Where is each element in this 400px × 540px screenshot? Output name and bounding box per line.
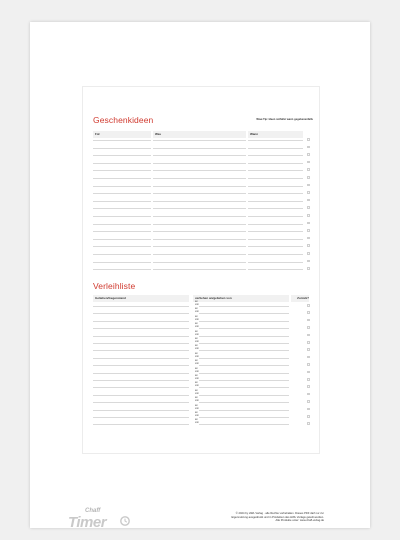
lend-row-line[interactable] <box>93 380 189 381</box>
lend-mini-label-von: von <box>195 340 199 343</box>
gift-checkbox[interactable] <box>307 199 310 202</box>
lend-mini-label-an: an <box>195 351 198 355</box>
gift-checkbox[interactable] <box>307 191 310 194</box>
lend-row-line[interactable] <box>93 313 189 314</box>
gift-row-line[interactable] <box>93 186 151 187</box>
gift-row-line[interactable] <box>153 155 246 156</box>
lend-row-line[interactable] <box>93 387 189 388</box>
lend-mini-label-an: an <box>195 381 198 385</box>
lend-mini-label-an: an <box>195 418 198 422</box>
lend-row-line[interactable] <box>199 306 289 307</box>
gift-row-line[interactable] <box>93 148 151 149</box>
lend-row-line[interactable] <box>93 417 189 418</box>
lend-row-line[interactable] <box>199 402 289 403</box>
gift-checkbox[interactable] <box>307 176 310 179</box>
gift-checkbox[interactable] <box>307 206 310 209</box>
lend-mini-label-von: von <box>195 354 199 358</box>
lend-row-line[interactable] <box>93 328 189 329</box>
lend-mini-label-an: an <box>195 411 198 414</box>
lend-return-checkbox[interactable] <box>307 326 310 329</box>
geschenkideen-note: Wow-Tip: Ideen notfalls/ wann gegebenenfalls <box>256 118 313 121</box>
gift-row-line[interactable] <box>248 208 303 209</box>
lend-return-checkbox[interactable] <box>307 348 310 351</box>
lend-return-checkbox[interactable] <box>307 334 310 337</box>
gift-row-line[interactable] <box>93 246 151 247</box>
gift-row-line[interactable] <box>248 201 303 202</box>
lend-return-checkbox[interactable] <box>307 393 310 396</box>
gift-row-line[interactable] <box>153 163 246 164</box>
lend-row-line[interactable] <box>199 358 289 359</box>
clock-icon <box>120 516 130 526</box>
gift-checkbox[interactable] <box>307 168 310 171</box>
gift-row-line[interactable] <box>153 254 246 255</box>
gift-row-line[interactable] <box>153 201 246 202</box>
gift-row-line[interactable] <box>153 178 246 179</box>
lend-mini-label-von: von <box>195 325 199 329</box>
geschenkideen-title: Geschenkideen <box>93 115 154 125</box>
lend-return-checkbox[interactable] <box>307 311 310 314</box>
lend-mini-label-an: an <box>195 307 198 311</box>
lend-return-checkbox[interactable] <box>307 408 310 411</box>
lend-return-checkbox[interactable] <box>307 415 310 418</box>
gift-row-line[interactable] <box>93 155 151 156</box>
gift-row-line[interactable] <box>248 216 303 217</box>
gift-checkbox[interactable] <box>307 260 310 263</box>
lend-row-line[interactable] <box>93 402 189 403</box>
lend-mini-label-von: von <box>195 303 199 306</box>
gift-row-line[interactable] <box>248 155 303 156</box>
lend-row-line[interactable] <box>199 373 289 374</box>
gift-checkbox[interactable] <box>307 229 310 232</box>
gift-row-line[interactable] <box>153 186 246 187</box>
lend-return-checkbox[interactable] <box>307 319 310 322</box>
copyright-notice <box>212 512 324 523</box>
gift-row-line[interactable] <box>153 216 246 217</box>
gift-row-line[interactable] <box>248 254 303 255</box>
gift-row-line[interactable] <box>153 140 246 141</box>
lend-mini-label-von: von <box>195 391 199 395</box>
gift-row-line[interactable] <box>248 224 303 225</box>
gift-row-line[interactable] <box>153 239 246 240</box>
document-page <box>30 22 370 531</box>
lend-row-line[interactable] <box>199 336 289 337</box>
verleihliste-title: Verleihliste <box>93 281 136 291</box>
lend-row-line[interactable] <box>199 395 289 396</box>
gift-row-line[interactable] <box>248 239 303 240</box>
gift-checkbox[interactable] <box>307 161 310 164</box>
lend-mini-label-an: an <box>195 329 198 333</box>
lend-return-checkbox[interactable] <box>307 385 310 388</box>
copyright-line: Eigennutzung ausgedruckt und in Produkten des HWL Verlags geteilt werden. <box>231 515 324 519</box>
gift-row-line[interactable] <box>248 246 303 247</box>
gift-row-line[interactable] <box>248 140 303 141</box>
copyright-line: Alle Produkte unter: www.chaff-verlag.de <box>275 519 324 523</box>
gift-row-line[interactable] <box>93 216 151 217</box>
lend-mini-label-von: von <box>195 362 199 366</box>
lend-mini-label-von: von <box>195 414 199 417</box>
column-header-verliehen: verliehen an/geliehen von <box>193 295 289 302</box>
lend-row-line[interactable] <box>93 358 189 359</box>
lend-mini-label-an: an <box>195 388 198 392</box>
gift-checkbox[interactable] <box>307 252 310 255</box>
gift-row-line[interactable] <box>93 163 151 164</box>
gift-row-line[interactable] <box>248 163 303 164</box>
gift-row-line[interactable] <box>93 262 151 263</box>
lend-mini-label-von: von <box>195 421 199 425</box>
gift-checkbox[interactable] <box>307 146 310 149</box>
gift-row-line[interactable] <box>248 231 303 232</box>
lend-mini-label-an: an <box>195 374 198 377</box>
gift-row-line[interactable] <box>93 208 151 209</box>
lend-mini-label-an: an <box>195 403 198 407</box>
column-header-zurueck: Zurück? <box>291 295 309 302</box>
column-header-fuer: Für <box>93 131 151 138</box>
lend-row-line[interactable] <box>93 321 189 322</box>
lend-row-line[interactable] <box>199 365 289 366</box>
lend-mini-label-an: an <box>195 366 198 370</box>
lend-mini-label-von: von <box>195 317 199 321</box>
gift-row-line[interactable] <box>248 269 303 270</box>
lend-mini-label-an: an <box>195 300 198 303</box>
gift-row-line[interactable] <box>93 231 151 232</box>
lend-mini-label-von: von <box>195 332 199 336</box>
lend-return-checkbox[interactable] <box>307 356 310 359</box>
gift-row-line[interactable] <box>248 186 303 187</box>
gift-checkbox[interactable] <box>307 153 310 156</box>
logo-big-text: Timer <box>68 514 107 531</box>
lend-return-checkbox[interactable] <box>307 304 310 307</box>
lend-mini-label-von: von <box>195 347 199 351</box>
lend-mini-label-an: an <box>195 314 198 318</box>
gift-row-line[interactable] <box>153 170 246 171</box>
lend-row-line[interactable] <box>199 313 289 314</box>
lend-mini-label-an: an <box>195 359 198 363</box>
lend-row-line[interactable] <box>93 410 189 411</box>
lend-mini-label-von: von <box>195 399 199 403</box>
lend-mini-label-von: von <box>195 310 199 314</box>
gift-checkbox[interactable] <box>307 138 310 141</box>
lend-row-line[interactable] <box>93 395 189 396</box>
gift-checkbox[interactable] <box>307 184 310 187</box>
lend-return-checkbox[interactable] <box>307 378 310 381</box>
lend-row-line[interactable] <box>199 387 289 388</box>
lend-row-line[interactable] <box>199 424 289 425</box>
gift-checkbox[interactable] <box>307 222 310 225</box>
copyright-line: © 2024 by HWL Verlag · alle Rechte vorbehalten. Dieses PDF darf nur zur <box>235 512 324 515</box>
gift-row-line[interactable] <box>153 231 246 232</box>
gift-row-line[interactable] <box>153 148 246 149</box>
column-header-wann: Wann <box>248 131 303 138</box>
gift-row-line[interactable] <box>93 239 151 240</box>
gift-row-line[interactable] <box>93 224 151 225</box>
gift-row-line[interactable] <box>93 201 151 202</box>
gift-row-line[interactable] <box>153 193 246 194</box>
brand-logo <box>68 508 134 536</box>
gift-checkbox[interactable] <box>307 214 310 217</box>
lend-row-line[interactable] <box>199 321 289 322</box>
column-header-gegenstand: Geliehen/Gegenstand <box>93 295 189 302</box>
gift-row-line[interactable] <box>248 262 303 263</box>
lend-row-line[interactable] <box>199 380 289 381</box>
lend-row-line[interactable] <box>93 373 189 374</box>
lend-return-checkbox[interactable] <box>307 400 310 403</box>
lend-return-checkbox[interactable] <box>307 422 310 425</box>
gift-checkbox[interactable] <box>307 267 310 270</box>
gift-row-line[interactable] <box>153 224 246 225</box>
lend-row-line[interactable] <box>199 410 289 411</box>
lend-return-checkbox[interactable] <box>307 371 310 374</box>
gift-row-line[interactable] <box>93 178 151 179</box>
lend-return-checkbox[interactable] <box>307 341 310 344</box>
lend-mini-label-von: von <box>195 384 199 388</box>
gift-row-line[interactable] <box>93 193 151 194</box>
gift-row-line[interactable] <box>153 246 246 247</box>
gift-row-line[interactable] <box>153 269 246 270</box>
logo-small-text: Chaff <box>85 508 101 514</box>
lend-row-line[interactable] <box>93 343 189 344</box>
lend-row-line[interactable] <box>199 343 289 344</box>
lend-row-line[interactable] <box>199 328 289 329</box>
lend-mini-label-an: an <box>195 322 198 326</box>
lend-row-line[interactable] <box>199 350 289 351</box>
gift-row-line[interactable] <box>93 254 151 255</box>
lend-mini-label-an: an <box>195 337 198 340</box>
gift-row-line[interactable] <box>153 262 246 263</box>
lend-row-line[interactable] <box>199 417 289 418</box>
gift-row-line[interactable] <box>248 170 303 171</box>
gift-row-line[interactable] <box>248 148 303 149</box>
gift-row-line[interactable] <box>248 193 303 194</box>
gift-row-line[interactable] <box>153 208 246 209</box>
gift-row-line[interactable] <box>93 170 151 171</box>
lend-row-line[interactable] <box>93 424 189 425</box>
lend-mini-label-von: von <box>195 406 199 410</box>
planner-content <box>82 86 320 454</box>
lend-mini-label-von: von <box>195 369 199 373</box>
gift-checkbox[interactable] <box>307 244 310 247</box>
gift-checkbox[interactable] <box>307 237 310 240</box>
gift-row-line[interactable] <box>93 140 151 141</box>
lend-mini-label-von: von <box>195 377 199 380</box>
lend-row-line[interactable] <box>93 336 189 337</box>
gift-row-line[interactable] <box>93 269 151 270</box>
lend-mini-label-an: an <box>195 396 198 400</box>
lend-return-checkbox[interactable] <box>307 363 310 366</box>
lend-row-line[interactable] <box>93 365 189 366</box>
lend-mini-label-an: an <box>195 344 198 348</box>
column-header-was: Was <box>153 131 246 138</box>
lend-row-line[interactable] <box>93 306 189 307</box>
gift-row-line[interactable] <box>248 178 303 179</box>
lend-row-line[interactable] <box>93 350 189 351</box>
